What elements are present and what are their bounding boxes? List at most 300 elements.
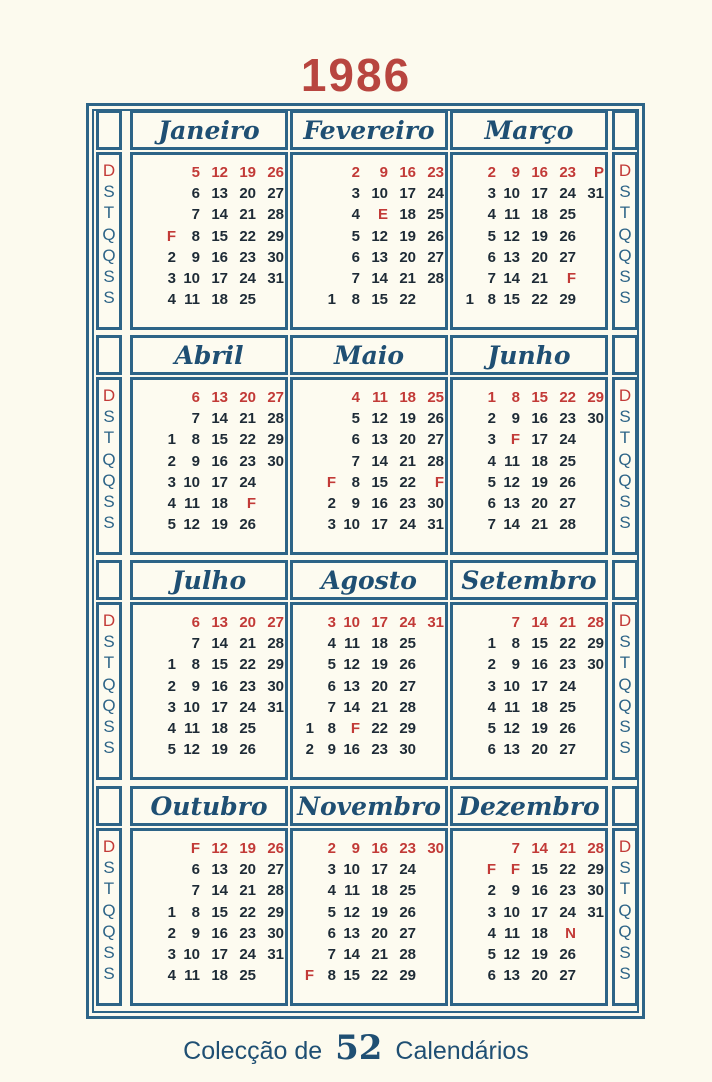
side-stub-left bbox=[96, 786, 122, 826]
day-number: 6 bbox=[327, 924, 336, 942]
day-number: F bbox=[510, 431, 520, 449]
day-number: 27 bbox=[559, 741, 576, 759]
weekday-letters bbox=[614, 836, 636, 984]
day-number: 8 bbox=[191, 431, 200, 449]
day-number: 7 bbox=[191, 206, 200, 224]
weekday-letter: S bbox=[619, 717, 631, 737]
day-number: 10 bbox=[503, 185, 520, 203]
day-number: 17 bbox=[211, 946, 228, 963]
day-number: 9 bbox=[511, 164, 520, 181]
day-number: 18 bbox=[371, 882, 388, 900]
day-number: 12 bbox=[343, 656, 360, 674]
day-number: 4 bbox=[167, 967, 176, 985]
day-number: 9 bbox=[511, 882, 520, 900]
weekday-letter: S bbox=[103, 182, 115, 202]
day-number: 28 bbox=[587, 840, 604, 857]
day-number: 1 bbox=[487, 635, 496, 653]
side-stub-right bbox=[612, 110, 638, 150]
weekday-letters bbox=[98, 385, 120, 533]
day-number: 4 bbox=[487, 206, 496, 224]
weekday-letter: S bbox=[619, 858, 631, 878]
day-number: 11 bbox=[184, 291, 200, 309]
weekday-letters bbox=[98, 610, 120, 758]
day-number: 24 bbox=[559, 903, 576, 921]
day-number: 24 bbox=[239, 698, 256, 716]
day-number: 25 bbox=[239, 967, 256, 985]
weekday-letter: Q bbox=[102, 449, 116, 469]
day-number: 28 bbox=[587, 614, 604, 631]
day-number: 18 bbox=[531, 698, 548, 716]
day-number: 5 bbox=[167, 741, 176, 759]
day-number: 26 bbox=[399, 903, 416, 921]
day-number: 21 bbox=[239, 635, 256, 653]
day-number: 2 bbox=[487, 410, 496, 428]
weekday-letter: S bbox=[103, 288, 115, 308]
day-number: 11 bbox=[504, 698, 520, 716]
day-number: 14 bbox=[211, 882, 228, 900]
side-stub-right bbox=[612, 560, 638, 600]
day-number: 23 bbox=[399, 495, 416, 512]
day-number: 26 bbox=[559, 227, 576, 245]
day-number: 27 bbox=[267, 861, 284, 879]
day-number: 23 bbox=[399, 840, 416, 857]
day-number: 19 bbox=[531, 720, 548, 737]
day-number: 2 bbox=[487, 882, 496, 900]
day-number: 29 bbox=[587, 635, 604, 653]
weekday-letters bbox=[614, 385, 636, 533]
day-number: 8 bbox=[191, 227, 200, 245]
day-number: 13 bbox=[371, 431, 388, 449]
day-number: 24 bbox=[399, 614, 416, 631]
weekday-letters bbox=[614, 610, 636, 758]
day-number: 29 bbox=[587, 861, 604, 879]
day-number: 31 bbox=[427, 516, 444, 534]
day-number: 3 bbox=[487, 431, 496, 449]
day-number: 5 bbox=[351, 410, 360, 428]
day-number: 13 bbox=[503, 495, 520, 512]
weekday-letter: D bbox=[618, 161, 632, 180]
day-number: 28 bbox=[399, 946, 416, 963]
weekday-letter: T bbox=[103, 879, 115, 899]
day-number: 9 bbox=[511, 656, 520, 674]
weekday-letter: D bbox=[102, 611, 116, 630]
day-number: F bbox=[326, 473, 336, 491]
day-number: 13 bbox=[371, 248, 388, 266]
weekday-letter: S bbox=[619, 407, 631, 427]
day-number: 18 bbox=[211, 967, 228, 985]
weekday-letter: Q bbox=[102, 674, 116, 694]
day-number: 19 bbox=[211, 741, 228, 759]
day-number: 6 bbox=[327, 677, 336, 695]
day-number: 13 bbox=[503, 248, 520, 266]
day-number: 15 bbox=[211, 903, 228, 921]
weekday-letter: T bbox=[103, 653, 115, 673]
weekday-letter: S bbox=[619, 267, 631, 287]
day-number: 21 bbox=[399, 270, 416, 287]
day-number: 26 bbox=[559, 720, 576, 737]
day-number: 28 bbox=[427, 270, 444, 287]
day-number: 10 bbox=[503, 903, 520, 921]
day-number: 1 bbox=[167, 903, 176, 921]
day-number: 30 bbox=[587, 882, 604, 900]
month-title: Fevereiro bbox=[303, 115, 435, 145]
day-number: F bbox=[434, 473, 444, 491]
weekday-letter: Q bbox=[618, 449, 632, 469]
day-number: 9 bbox=[351, 840, 360, 857]
day-number: 19 bbox=[239, 840, 256, 857]
weekday-letter: Q bbox=[618, 470, 632, 490]
day-number: 9 bbox=[379, 164, 388, 181]
day-number: 19 bbox=[531, 227, 548, 245]
day-number: 2 bbox=[327, 840, 336, 857]
day-number: 18 bbox=[211, 291, 228, 309]
day-number: 28 bbox=[267, 882, 284, 900]
day-number: F bbox=[304, 967, 314, 985]
day-number: 2 bbox=[167, 924, 176, 942]
day-number: 9 bbox=[327, 741, 336, 759]
day-number: 12 bbox=[503, 473, 520, 491]
day-number: 20 bbox=[531, 248, 548, 266]
day-number: 12 bbox=[503, 946, 520, 963]
day-number: 27 bbox=[559, 248, 576, 266]
day-number: 13 bbox=[503, 741, 520, 759]
day-number: 25 bbox=[399, 882, 416, 900]
weekday-letter: Q bbox=[102, 224, 116, 244]
day-number: 16 bbox=[531, 410, 548, 428]
day-number: 8 bbox=[191, 656, 200, 674]
weekday-letters bbox=[98, 160, 120, 308]
day-number: 26 bbox=[427, 227, 444, 245]
side-stub-left bbox=[96, 560, 122, 600]
day-number: F bbox=[510, 861, 520, 879]
day-number: 20 bbox=[399, 248, 416, 266]
day-number: F bbox=[486, 861, 496, 879]
day-number: 4 bbox=[327, 882, 336, 900]
day-number: 2 bbox=[327, 495, 336, 512]
day-number: 23 bbox=[559, 410, 576, 428]
day-number: N bbox=[565, 924, 576, 942]
weekday-letter: Q bbox=[102, 245, 116, 265]
day-number: 28 bbox=[267, 410, 284, 428]
day-number: 7 bbox=[511, 614, 520, 631]
day-number: 30 bbox=[267, 677, 284, 695]
day-number: 14 bbox=[503, 270, 520, 287]
day-number: 30 bbox=[427, 495, 444, 512]
day-number: 21 bbox=[239, 410, 256, 428]
day-number: 14 bbox=[531, 840, 548, 857]
day-number: 25 bbox=[559, 452, 576, 470]
day-number: 23 bbox=[371, 741, 388, 759]
day-number: 12 bbox=[183, 516, 200, 534]
day-number: 20 bbox=[531, 967, 548, 985]
day-number: 18 bbox=[399, 206, 416, 224]
day-number: 21 bbox=[399, 452, 416, 470]
day-number: 23 bbox=[559, 882, 576, 900]
day-number: 23 bbox=[427, 164, 444, 181]
weekday-letter: Q bbox=[102, 921, 116, 941]
day-number: 5 bbox=[191, 164, 200, 181]
weekday-letter: S bbox=[619, 943, 631, 963]
day-number: 17 bbox=[531, 677, 548, 695]
day-number: 11 bbox=[372, 389, 388, 406]
day-number: 4 bbox=[351, 206, 360, 224]
day-number: 19 bbox=[399, 227, 416, 245]
day-number: 22 bbox=[559, 389, 576, 406]
day-number: 9 bbox=[351, 495, 360, 512]
weekday-letter: Q bbox=[618, 900, 632, 920]
side-stub-left bbox=[96, 110, 122, 150]
day-number: 26 bbox=[559, 473, 576, 491]
day-number: 19 bbox=[211, 516, 228, 534]
day-number: 24 bbox=[239, 946, 256, 963]
day-number: 14 bbox=[531, 614, 548, 631]
day-number: 15 bbox=[531, 635, 548, 653]
month-title: Maio bbox=[333, 340, 405, 370]
day-number: 27 bbox=[399, 924, 416, 942]
day-number: 16 bbox=[211, 248, 228, 266]
weekday-letter: D bbox=[618, 611, 632, 630]
weekday-letter: S bbox=[103, 738, 115, 758]
weekday-letter: S bbox=[103, 267, 115, 287]
day-number: 6 bbox=[191, 389, 200, 406]
day-number: 25 bbox=[559, 206, 576, 224]
day-number: 17 bbox=[371, 861, 388, 879]
day-number: 17 bbox=[211, 270, 228, 287]
day-number: 8 bbox=[327, 967, 336, 985]
day-number: 25 bbox=[559, 698, 576, 716]
day-number: 8 bbox=[511, 389, 520, 406]
day-number: 21 bbox=[559, 614, 576, 631]
month-title: Abril bbox=[174, 340, 244, 370]
day-number: 27 bbox=[559, 967, 576, 985]
day-number: 25 bbox=[239, 291, 256, 309]
weekday-letter: T bbox=[103, 428, 115, 448]
weekday-letter: S bbox=[619, 182, 631, 202]
day-number: 18 bbox=[211, 720, 228, 737]
side-stub-right bbox=[612, 786, 638, 826]
day-number: 3 bbox=[351, 185, 360, 203]
day-number: 16 bbox=[531, 656, 548, 674]
day-number: 11 bbox=[184, 495, 200, 512]
weekday-letter: Q bbox=[102, 900, 116, 920]
day-number: 22 bbox=[239, 227, 256, 245]
day-number: 14 bbox=[371, 270, 388, 287]
day-number: 13 bbox=[343, 924, 360, 942]
weekday-letters bbox=[614, 160, 636, 308]
day-number: 1 bbox=[167, 431, 176, 449]
day-number: 30 bbox=[587, 410, 604, 428]
weekday-letter: Q bbox=[102, 470, 116, 490]
day-number: 11 bbox=[184, 720, 200, 737]
weekday-letter: D bbox=[102, 386, 116, 405]
day-number: 13 bbox=[211, 389, 228, 406]
day-number: 20 bbox=[399, 431, 416, 449]
day-number: 27 bbox=[559, 495, 576, 512]
day-number: 5 bbox=[487, 473, 496, 491]
day-number: 22 bbox=[531, 291, 548, 309]
day-number: 21 bbox=[371, 946, 388, 963]
weekday-letter: Q bbox=[618, 245, 632, 265]
weekday-letter: S bbox=[103, 513, 115, 533]
day-number: 22 bbox=[559, 635, 576, 653]
day-number: 10 bbox=[503, 677, 520, 695]
day-number: 11 bbox=[504, 206, 520, 224]
day-number: 3 bbox=[167, 270, 176, 287]
day-number: 16 bbox=[211, 924, 228, 942]
day-number: 6 bbox=[487, 495, 496, 512]
day-number: 26 bbox=[239, 741, 256, 759]
month-title: Dezembro bbox=[458, 791, 600, 821]
day-number: 12 bbox=[183, 741, 200, 759]
day-number: 18 bbox=[211, 495, 228, 512]
day-number: 3 bbox=[327, 861, 336, 879]
day-number: 29 bbox=[559, 291, 576, 309]
day-number: 22 bbox=[559, 861, 576, 879]
day-number: 13 bbox=[343, 677, 360, 695]
day-number: 20 bbox=[239, 614, 256, 631]
day-number: 31 bbox=[267, 946, 284, 963]
month-title: Janeiro bbox=[158, 115, 260, 145]
day-number: 20 bbox=[239, 389, 256, 406]
weekday-letter: S bbox=[619, 738, 631, 758]
day-number: 13 bbox=[503, 967, 520, 985]
day-number: 18 bbox=[371, 635, 388, 653]
day-number: 8 bbox=[351, 473, 360, 491]
day-number: 23 bbox=[239, 677, 256, 695]
day-number: 6 bbox=[191, 861, 200, 879]
day-number: 5 bbox=[167, 516, 176, 534]
day-number: 22 bbox=[371, 967, 388, 985]
day-number: 15 bbox=[211, 431, 228, 449]
day-number: 7 bbox=[351, 270, 360, 287]
day-number: 6 bbox=[487, 741, 496, 759]
day-number: 21 bbox=[371, 698, 388, 716]
day-number: 14 bbox=[343, 946, 360, 963]
weekday-letter: Q bbox=[102, 695, 116, 715]
day-number: 15 bbox=[371, 291, 388, 309]
day-number: 20 bbox=[531, 495, 548, 512]
day-number: 17 bbox=[531, 431, 548, 449]
day-number: 9 bbox=[191, 248, 200, 266]
day-number: 7 bbox=[191, 635, 200, 653]
day-number: 2 bbox=[487, 656, 496, 674]
day-number: 23 bbox=[239, 248, 256, 266]
day-number: 17 bbox=[531, 903, 548, 921]
day-number: 3 bbox=[487, 185, 496, 203]
day-number: 12 bbox=[503, 720, 520, 737]
day-number: 30 bbox=[267, 452, 284, 470]
day-number: 31 bbox=[427, 614, 444, 631]
day-number: 18 bbox=[531, 206, 548, 224]
day-number: 27 bbox=[267, 614, 284, 631]
day-number: 21 bbox=[239, 882, 256, 900]
weekday-letter: D bbox=[102, 837, 116, 856]
footer-prefix: Colecção de bbox=[183, 1037, 323, 1065]
day-number: 14 bbox=[343, 698, 360, 716]
month-title: Junho bbox=[487, 340, 571, 370]
day-number: 2 bbox=[167, 677, 176, 695]
day-number: 22 bbox=[239, 656, 256, 674]
day-number: 29 bbox=[399, 967, 416, 985]
day-number: 11 bbox=[504, 452, 520, 470]
day-number: 24 bbox=[559, 677, 576, 695]
day-number: F bbox=[566, 270, 576, 287]
weekday-letter: Q bbox=[618, 695, 632, 715]
day-number: 16 bbox=[211, 677, 228, 695]
day-number: 26 bbox=[427, 410, 444, 428]
day-number: F bbox=[166, 227, 176, 245]
footer-suffix: Calendários bbox=[395, 1037, 529, 1065]
day-number: 2 bbox=[167, 248, 176, 266]
day-number: 15 bbox=[531, 389, 548, 406]
day-number: 1 bbox=[167, 656, 176, 674]
day-number: 9 bbox=[191, 452, 200, 470]
day-number: 24 bbox=[559, 431, 576, 449]
day-number: 7 bbox=[511, 840, 520, 857]
day-number: 26 bbox=[399, 656, 416, 674]
day-number: 3 bbox=[327, 516, 336, 534]
day-number: 20 bbox=[531, 741, 548, 759]
month-title: Julho bbox=[171, 565, 247, 595]
day-number: 20 bbox=[371, 924, 388, 942]
day-number: 26 bbox=[267, 840, 284, 857]
day-number: 8 bbox=[327, 720, 336, 737]
day-number: 6 bbox=[191, 185, 200, 203]
day-number: 13 bbox=[211, 185, 228, 203]
weekday-letter: Q bbox=[618, 674, 632, 694]
day-number: 28 bbox=[427, 452, 444, 470]
day-number: 10 bbox=[183, 946, 200, 963]
day-number: 15 bbox=[211, 227, 228, 245]
day-number: 19 bbox=[399, 410, 416, 428]
day-number: 25 bbox=[427, 389, 444, 406]
day-number: 31 bbox=[587, 903, 604, 921]
day-number: 13 bbox=[211, 861, 228, 879]
day-number: 24 bbox=[399, 516, 416, 534]
day-number: 4 bbox=[351, 389, 360, 406]
day-number: 23 bbox=[239, 452, 256, 470]
day-number: 30 bbox=[267, 248, 284, 266]
day-number: 25 bbox=[399, 635, 416, 653]
day-number: 8 bbox=[487, 291, 496, 309]
day-number: 16 bbox=[371, 840, 388, 857]
day-number: 17 bbox=[371, 516, 388, 534]
day-number: 19 bbox=[531, 946, 548, 963]
day-number: 16 bbox=[371, 495, 388, 512]
weekday-letter: Q bbox=[618, 224, 632, 244]
day-number: 23 bbox=[559, 656, 576, 674]
weekday-letters bbox=[98, 836, 120, 984]
day-number: 22 bbox=[399, 473, 416, 491]
day-number: 7 bbox=[487, 516, 496, 534]
day-number: 17 bbox=[371, 614, 388, 631]
day-number: 4 bbox=[487, 924, 496, 942]
day-number: 6 bbox=[351, 248, 360, 266]
weekday-letter: S bbox=[619, 288, 631, 308]
day-number: 5 bbox=[327, 656, 336, 674]
day-number: 10 bbox=[183, 473, 200, 491]
day-number: 5 bbox=[487, 720, 496, 737]
weekday-letter: D bbox=[102, 161, 116, 180]
weekday-letter: S bbox=[103, 717, 115, 737]
day-number: 21 bbox=[559, 840, 576, 857]
side-stub-left bbox=[96, 335, 122, 375]
day-number: 24 bbox=[559, 185, 576, 203]
day-number: 27 bbox=[427, 248, 444, 266]
month-title: Novembro bbox=[297, 791, 441, 821]
day-number: 7 bbox=[327, 946, 336, 963]
day-number: 13 bbox=[211, 614, 228, 631]
